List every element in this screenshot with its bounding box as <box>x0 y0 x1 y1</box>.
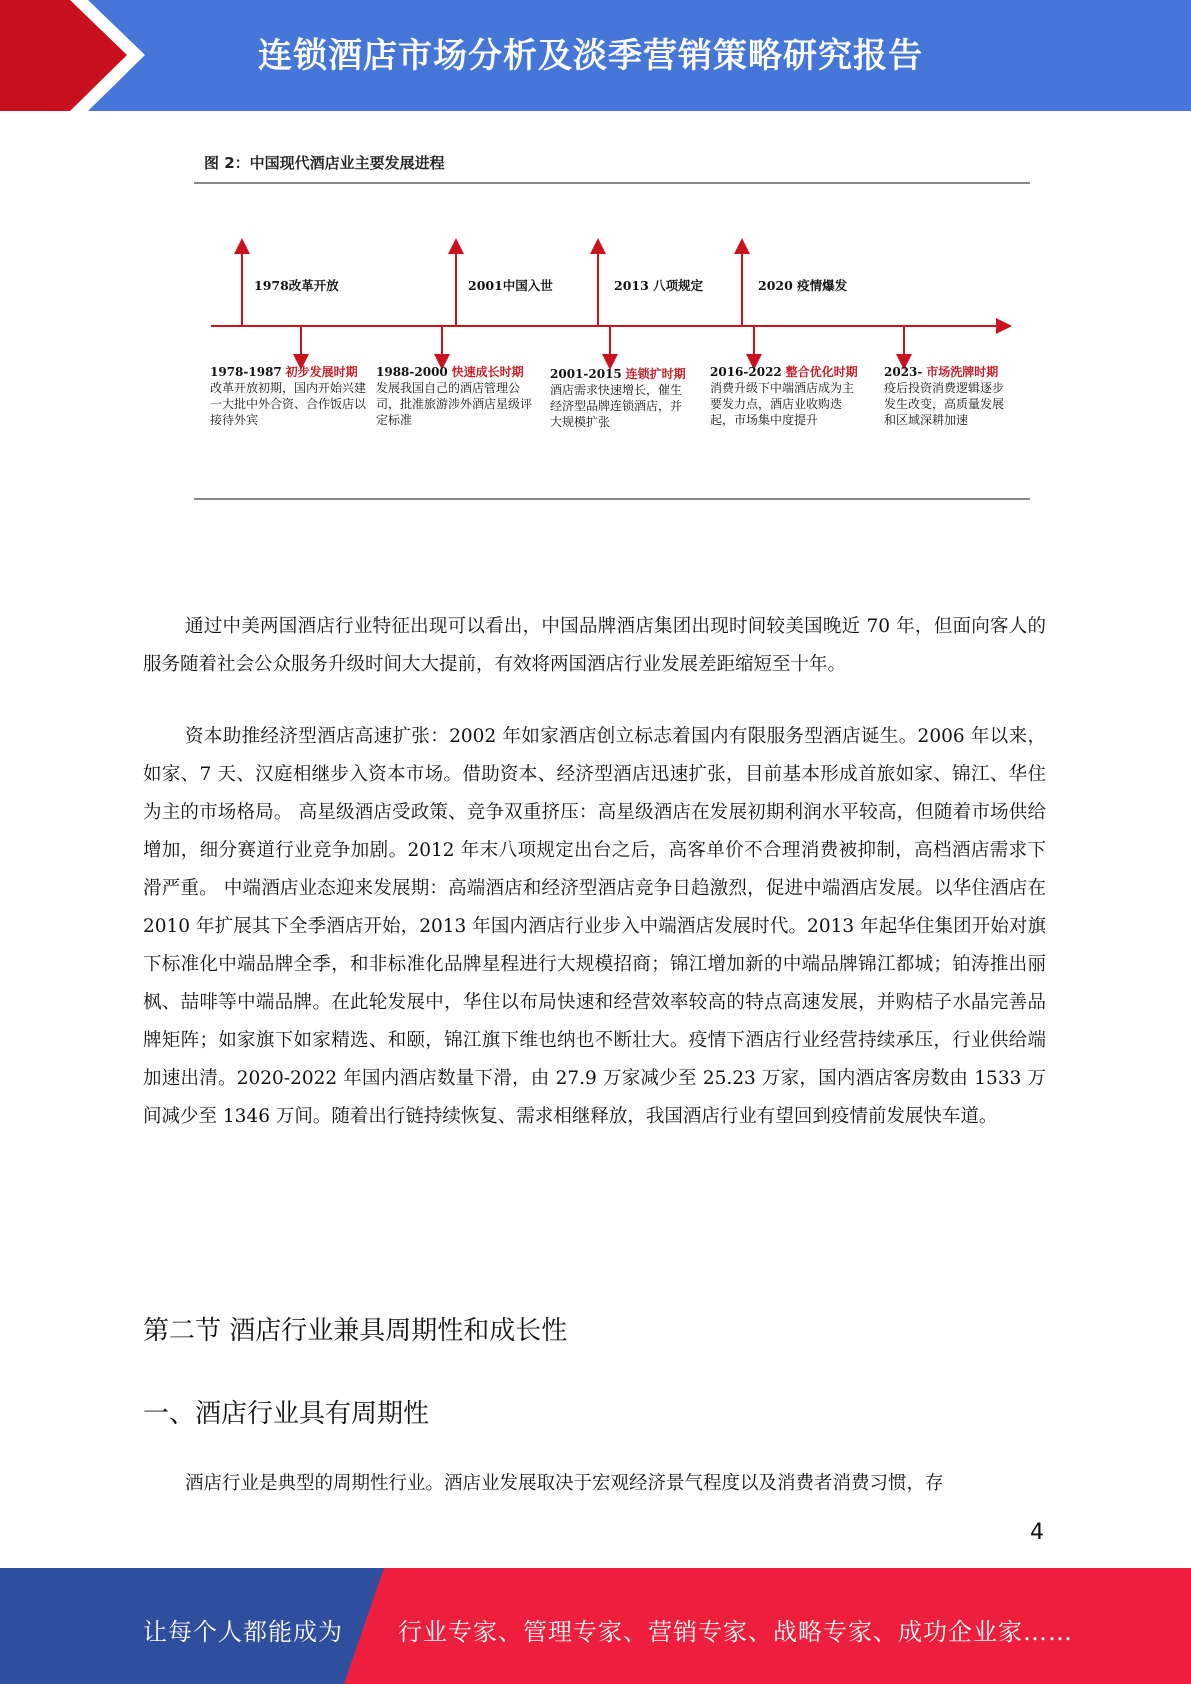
period-desc: 酒店需求快速增长，催生经济型品牌连锁酒店，并大规模扩张 <box>550 383 683 429</box>
page-header <box>0 0 1191 111</box>
timeline-figure <box>186 140 1036 510</box>
page-footer <box>0 1568 1191 1684</box>
period-years: 2001-2015 <box>550 367 622 381</box>
page-number: 4 <box>1030 1520 1044 1545</box>
period-years: 2023- <box>884 365 923 379</box>
period-block-2016 <box>710 364 860 428</box>
period-desc: 消费升级下中端酒店成为主要发力点，酒店业收购迭起，市场集中度提升 <box>710 381 855 427</box>
figure-caption: 图 2：中国现代酒店业主要发展进程 <box>204 154 445 172</box>
period-name: 快速成长时期 <box>451 365 524 379</box>
period-years: 1988-2000 <box>376 365 448 379</box>
timeline-axis-graphic <box>186 140 1036 510</box>
period-years: 1978-1987 <box>210 365 282 379</box>
paragraph-2: 资本助推经济型酒店高速扩张：2002 年如家酒店创立标志着国内有限服务型酒店诞生。2006 年以来，如家、7 天、汉庭相继步入资本市场。借助资本、经济型酒店迅速扩张，目前基本形成首旅如家、锦江、华住为主的市场格局。 高星级酒店受政策、竞争双重挤压：高星级酒店在发展初期利润水平较高，但随着市场供给增加，细分赛道行业竞争加剧。2012 年末八项规定出台之后，高客单价不合理消费被抑制，高档酒店需求下滑严重。 中端酒店业态迎来发展期：高端酒店和经济型酒店竞争日趋激烈，促进中端酒店发展。以华住酒店在 2010 年扩展其下全季酒店开始，2013 年国内酒店行业步入中端酒店发展时代。2013 年起华住集团开始对旗下标准化中端品牌全季，和非标准化品牌星程进行大规模招商；锦江增加新的中端品牌锦江都城；铂涛推出丽枫、喆啡等中端品牌。在此轮发展中，华住以布局快速和经营效率较高的特点高速发展，并购桔子水晶完善品牌矩阵；如家旗下如家精选、和颐，锦江旗下维也纳也不断壮大。疫情下酒店行业经营持续承压，行业供给端加速出清。2020-2022 年国内酒店数量下滑，由 27.9 万家减少至 25.23 万家，国内酒店客房数由 1533 万间减少至 1346 万间。随着出行链持续恢复、需求相继释放，我国酒店行业有望回到疫情前发展快车道。 <box>143 726 1046 1127</box>
section-heading: 第二节 酒店行业兼具周期性和成长性 <box>143 1316 568 1346</box>
footer-slogan-left: 让每个人都能成为 <box>143 1618 343 1646</box>
period-block-2001 <box>550 366 690 430</box>
period-name: 整合优化时期 <box>785 365 858 379</box>
period-desc: 改革开放初期，国内开始兴建一大批中外合资、合作饭店以接待外宾 <box>210 381 367 427</box>
subsection-heading: 一、酒店行业具有周期性 <box>143 1399 430 1429</box>
period-name: 初步发展时期 <box>285 365 358 379</box>
figure-bottom-rule <box>194 498 1030 500</box>
period-block-1978 <box>210 364 370 428</box>
paragraph-3: 酒店行业是典型的周期性行业。酒店业发展取决于宏观经济景气程度以及消费者消费习惯，存 <box>185 1473 944 1494</box>
event-label-1978: 1978改革开放 <box>254 278 339 293</box>
report-title: 连锁酒店市场分析及淡季营销策略研究报告 <box>258 36 923 76</box>
event-label-2013: 2013 八项规定 <box>614 278 704 293</box>
period-block-1988 <box>376 364 536 428</box>
paragraph-1: 通过中美两国酒店行业特征出现可以看出，中国品牌酒店集团出现时间较美国晚近 70 年，但面向客人的服务随着社会公众服务升级时间大大提前，有效将两国酒店行业发展差距缩短至十年。 <box>143 616 1046 675</box>
period-name: 连锁扩时期 <box>625 367 686 381</box>
event-label-2020: 2020 疫情爆发 <box>758 278 848 293</box>
period-years: 2016-2022 <box>710 365 782 379</box>
period-block-2023 <box>884 364 1014 428</box>
period-desc: 发展我国自己的酒店管理公司，批准旅游涉外酒店星级评定标准 <box>376 381 533 427</box>
period-desc: 疫后投资消费逻辑逐步发生改变，高质量发展和区域深耕加速 <box>884 381 1005 427</box>
period-name: 市场洗牌时期 <box>926 365 999 379</box>
event-label-2001: 2001中国入世 <box>468 278 553 293</box>
footer-slogan-right: 行业专家、管理专家、营销专家、战略专家、成功企业家…… <box>398 1618 1073 1646</box>
